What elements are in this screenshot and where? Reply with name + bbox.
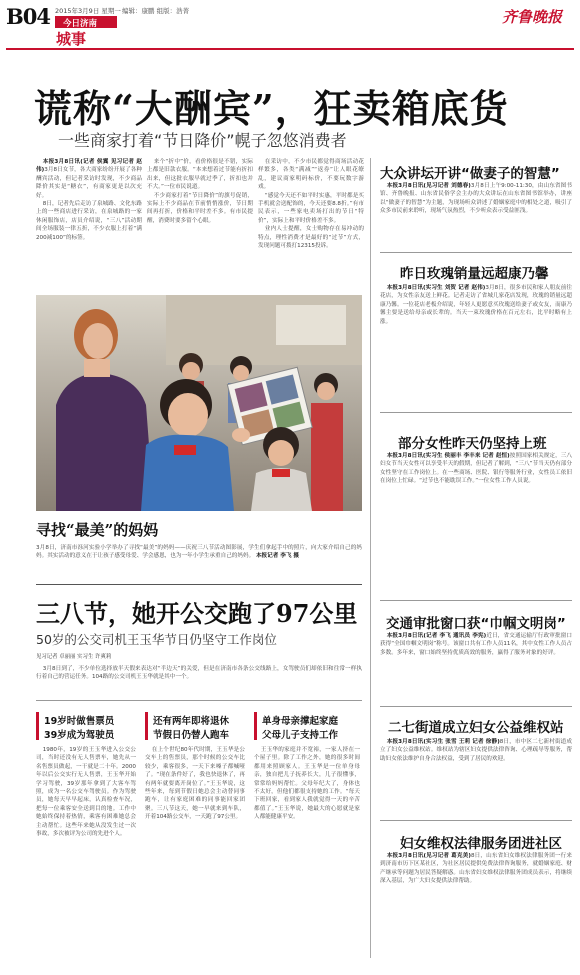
lead-subhead: 一些商家打着“节日降价”幌子忽悠消费者 [58,131,347,150]
side-rule [380,412,572,413]
lead-paragraph: “感觉今天还不如平时实惠，平时都是买手机就会送配饰的，今天还要8.8折。”有市民表示，一些家电卖场打出的节日“特价”，实际上和平时价格差不多。 [258,192,364,224]
lead-paragraph: 不少商家打着“节日降价”的旗号促销，实际上不少商品在节前悄悄涨价，节日期间再打折，价格和平时差不多。有市民提醒，消费时要多留个心眼。 [147,192,253,224]
bus-subhead: 50岁的公交司机王玉华节日仍坚守工作岗位 [36,632,277,647]
side-text-1: 本报3月8日讯(实习生 刘贺 记者 赵伟)3月8日，很多市民和家人朋友前往花店，为女性亲友送上鲜花。记者走访了省城几家花店发现，玫瑰的销量远超康乃馨。一位花店老板介绍说，年轻人更愿意买玫瑰送给妻子或女友，而康乃馨主要是送给母亲或长辈的。当天一束玫瑰价格在百元左右，比平时略有上涨。 [380,285,572,325]
lead-body-col-3 [258,158,364,290]
side-title-0: 大众讲坛开讲“做妻子的智慧” [380,166,560,182]
bus-col2-title-a: 还有两年即将退休 [153,716,230,727]
side-text-2: 本报3月8日讯(实习生 侯丽丰 李丰来 记者 赵恒)按照国家相关规定，三八妇女节当天女性可以享受半天的假期，但记者了解到，“三八”节当天仍有部分女性坚守在工作岗位上。在一些商场、医院、银行等服务行业，女性员工依旧在岗位上忙碌。“过节也不能耽误工作。”一位女性工作人员说。 [380,453,572,485]
bus-col3-title-b: 父母儿子支持工作 [262,730,339,741]
headline-part-2: ，狂卖箱底货 [274,86,509,131]
headline-part-1: 谎称 [34,86,113,131]
photo-illustration [36,295,362,511]
side-rule [380,600,572,601]
column-divider [370,158,371,958]
side-byline-1: 本报3月8日讯(实习生 刘贺 记者 赵伟) [386,285,486,291]
lead-body-col-2 [147,158,253,290]
side-rule [380,706,572,707]
bus-col1-title-a: 19岁时做售票员 [44,716,115,727]
bus-col3-title-a: 单身母亲撑起家庭 [262,716,339,727]
photo-caption-title: 寻找“最美”的妈妈 [36,521,159,539]
bus-top-rule [36,584,362,585]
lead-body-col-1: 本报3月8日讯(记者 侯翼 见习记者 赵伟)3月8日女节，各大商家纷纷开展了各种酬宾活动，但记者采访时发现，不少商品降价其实是“糖衣”，有商家更是以次充好。 8日，记者先后走访了泉城路、文化东路上的一些商店进行采访，在泉城路的一家休闲服饰店，店员介绍说，“三八”活动期间全场服装一律五折，不少衣服上打着“满200减100”的标签。 [36,159,142,241]
brand-logo: 齐鲁晚报 [502,8,563,26]
side-byline-4: 本报3月8日讯(实习生 张雪 王莉 记者 徐静) [386,739,500,745]
bus-col2-title-b: 节假日仍替人跑车 [153,730,230,741]
bus-headline: 三八节，她开公交跑了97公里 [36,599,358,628]
bus-col1-text: 1980年，19岁的王玉华进入公交公司，当时还没有无人售票车，她先从一名售票员做起，一干就是二十年。2000年以后公交实行无人售票，王玉华开始学习驾驶，39岁那年拿到了大客车驾照，成为一名公交车驾驶员。作为驾驶员，她每天早早起床，认真检查车况，把每一位乘客安全送到目的地。工作中她始终保持着热情，乘客有困难她总会主动帮忙。这些年来她从没发生过一次事故，多次被评为公司的先进个人。 [36,747,136,838]
bus-mid-rule [36,700,362,701]
side-byline-2: 本报3月8日讯(实习生 侯丽丰 李丰来 记者 赵恒) [386,453,510,459]
bus-col2-text: 在上个世纪80年代时期，王玉华是公交车上的售票员，那个时候的公交车比较少，乘客很多，一天下来嗓子都喊哑了。“现在条件好了，我也快退休了，再有两年就要离开岗位了。”王玉华说，这些年来，每到节假日她总会主动替同事跑车，让有家庭困难的同事能回家团聚。三八节这天，她一早就来到车队，开着104路公交车，一天跑了97公里。 [145,747,245,821]
side-text-5: 本报3月8日讯(见习记者 葛克美)8日，山东省妇女维权法律服务团一行来到济南市历下区某社区，为社区居民提供免费法律咨询服务，就婚姻家庭、财产继承等问题为居民答疑解惑。山东省妇女维权法律服务团成员表示，将继续深入基层，为广大妇女提供法律帮助。 [380,853,572,885]
side-title-3: 交通审批窗口获“巾帼文明岗” [386,616,566,632]
photo-caption-text: 3月8日，济南市泺河实验小学举办了寻找“最美”的妈妈——庆祝三八节活动图影展，学生们拿起手中的照片，向大家介绍自己的妈妈。其实活动的意义在于让孩子感受母爱、学会感恩，也为一年小学生承重自己的妈妈。 本报记者 李飞 摄 [36,545,362,560]
lead-paragraph: 来个“折中”价，看价格很是不错，实际上都是旧款衣服。“本来想着过节能有折扣出来，但这批衣服早就过季了，折扣也并不大。”一位市民说道。 [147,159,253,191]
side-title-1: 昨日玫瑰销量远超康乃馨 [400,266,549,282]
side-byline-3: 本报3月8日讯(记者 李飞 通讯员 李宪) [386,633,487,639]
photo [36,295,362,511]
editor-line: 编辑：康鹏 组版：浩菁 [122,7,190,15]
headline-quote: “大酬宾” [112,86,275,131]
bus-byline: 见习记者 卓丽丽 实习生 许爽莉 [36,654,112,660]
photo-credit: 本报记者 李飞 摄 [255,553,300,560]
masthead [0,0,580,52]
bus-intro: 3月8日到了，不少单位选择放半天假来表达对“半边天”的关爱，但是在济南市各条公交线路上，女驾驶员们却依旧和往常一样执行着自己的营运任务。104路的公交司机王玉华就是其中一个。 [36,666,362,681]
lead-byline: 本报3月8日讯(记者 侯翼 见习记者 赵伟) [36,159,142,174]
lead-paragraph: 8日，记者先后走访了泉城路、文化东路上的一些商店进行采访，在泉城路的一家休闲服饰店，店员介绍说，“三八”活动期间全场服装一律五折，不少衣服上打着“满200减100”的标签。 [36,201,142,241]
masthead-rule [6,48,574,50]
bus-col1-title-b: 39岁成为驾驶员 [44,730,115,741]
page-number: B04 [6,4,50,29]
side-title-5: 妇女维权法律服务团进社区 [400,836,562,852]
section-name: 城事 [56,30,87,48]
lead-paragraph: 业内人士提醒，女士购物存在易冲动的特点，理性消费才是最好的“过节”方式，发现问题可拨打12315投诉。 [258,226,364,250]
bus-col3-text: 王玉华的家庭并不宽裕，一家人挤在一个屋子里。除了工作之外，她的很多时间都用来照顾家人。王玉华是一位单身母亲，独自把儿子抚养长大，儿子很懂事，常常给妈妈帮忙。父母年纪大了，身体也不太好，但他们都很支持她的工作。“每天下班回家，看到家人我就觉得一天的辛苦都值了。”王玉华说，她最大的心愿就是家人都能健康平安。 [254,747,360,821]
side-rule [380,252,572,253]
tag-label: 今日济南 [63,19,98,29]
side-byline-5: 本报3月8日讯(见习记者 葛克美) [386,853,471,859]
date-line: 2015年3月9日 星期一 [55,7,121,15]
lead-headline [34,78,554,133]
side-text-3: 本报3月8日讯(记者 李飞 通讯员 李宪)近日，省交通运输厅行政审批窗口获得“全国巾帼文明岗”称号。该窗口共有工作人员11名，其中女性工作人员占多数。多年来，窗口始终坚持优质高效的服务，赢得了服务对象的好评。 [380,633,572,656]
side-text-0: 本报3月8日讯(见习记者 刘德春)3月8日上午9:00-11:30，由山东省图书馆、齐鲁晚报、山东省民俗学会主办的大众讲坛在山东省图书馆举办，讲座以“做妻子的智慧”为主题，为现场听众讲述了婚姻家庭中的相处之道，吸引了众多市民前来聆听，现场气氛热烈，不少听众表示受益匪浅。 [380,183,572,215]
side-title-2: 部分女性昨天仍坚持上班 [398,436,547,452]
side-byline-0: 本报3月8日讯(见习记者 刘德春) [386,183,471,189]
side-rule [380,820,572,821]
lead-paragraph: 在采访中，不少市民都觉得商场活动花样繁多，各类“满减”“返券”让人眼花缭乱，建议商家明码标价，不要玩数字游戏。 [258,159,364,191]
side-title-4: 二七街道成立妇女公益维权站 [388,720,564,736]
side-text-4: 本报3月8日讯(实习生 张雪 王莉 记者 徐静)8日，市中区二七新村街道成立了妇女公益维权站。维权站为辖区妇女提供法律咨询、心理疏导等服务，帮助妇女依法维护自身合法权益，受到了居民的欢迎。 [380,739,572,762]
